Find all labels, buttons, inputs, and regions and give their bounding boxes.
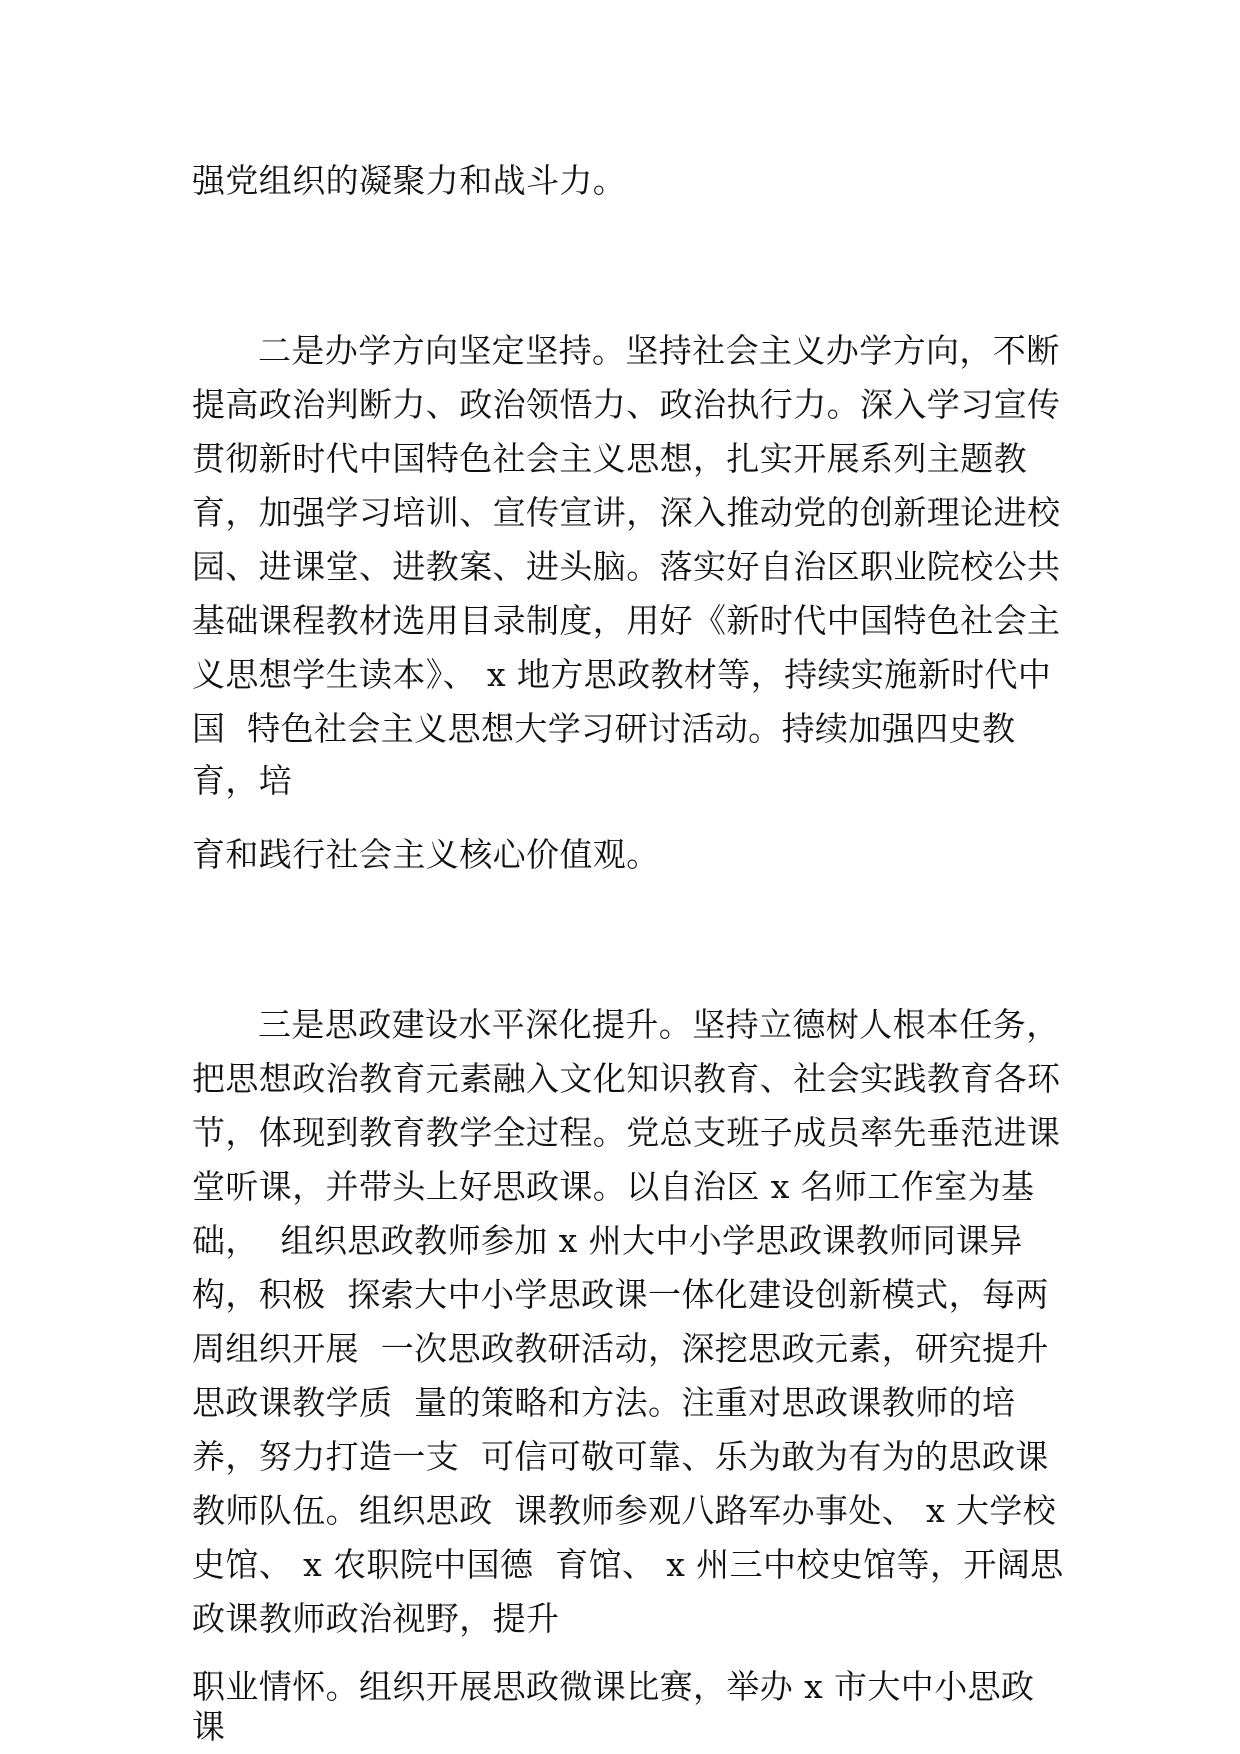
paragraph-3-line-8: 思政课教学质 量的策略和方法。注重对思政课教师的培 [192,1383,1016,1422]
paragraph-1-line-1: 强党组织的凝聚力和战斗力。 [192,161,627,200]
paragraph-3-line-11: 史馆、 x 农职院中国德 育馆、 x 州三中校史馆等，开阔思 [192,1545,1064,1584]
paragraph-2-line-2: 提高政治判断力、政治领悟力、政治执行力。深入学习宣传 [192,385,1061,424]
paragraph-3-line-4: 堂听课，并带头上好思政课。以自治区 x 名师工作室为基 [192,1167,1035,1206]
paragraph-3-line-6: 构，积极 探索大中小学思政课一体化建设创新模式，每两 [192,1275,1049,1314]
paragraph-3-line-9: 养，努力打造一支 可信可敬可靠、乐为敢为有为的思政课 [192,1437,1049,1476]
paragraph-3-line-5: 础， 组织思政教师参加 x 州大中小学思政课教师同课异 [192,1221,1023,1260]
paragraph-3-line-3: 节，体现到教育教学全过程。党总支班子成员率先垂范进课 [192,1113,1061,1152]
paragraph-3-line-7: 周组织开展 一次思政教研活动，深挖思政元素，研究提升 [192,1329,1049,1368]
paragraph-2-line-1: 二是办学方向坚定坚持。坚持社会主义办学方向，不断 [258,331,1060,370]
paragraph-2-line-3: 贯彻新时代中国特色社会主义思想，扎实开展系列主题教 [192,439,1027,478]
paragraph-2-line-10: 育和践行社会主义核心价值观。 [192,835,660,874]
paragraph-3-line-2: 把思想政治教育元素融入文化知识教育、社会实践教育各环 [192,1059,1061,1098]
paragraph-2-line-6: 基础课程教材选用目录制度，用好《新时代中国特色社会主 [192,601,1061,640]
paragraph-3-line-13: 职业情怀。组织开展思政微课比赛，举办 x 市大中小思政 [192,1667,1035,1706]
paragraph-2-line-5: 园、进课堂、进教案、进头脑。落实好自治区职业院校公共 [192,547,1061,586]
paragraph-2-line-8: 国 特色社会主义思想大学习研讨活动。持续加强四史教 [192,709,1016,748]
paragraph-2-line-9: 育，培 [192,761,293,800]
paragraph-3-line-14: 课 [192,1707,226,1746]
paragraph-3-line-1: 三是思政建设水平深化提升。坚持立德树人根本任务， [258,1005,1060,1044]
paragraph-2-line-7: 义思想学生读本》、 x 地方思政教材等，持续实施新时代中 [192,655,1052,694]
paragraph-2-line-4: 育，加强学习培训、宣传宣讲，深入推动党的创新理论进校 [192,493,1061,532]
paragraph-3-line-12: 政课教师政治视野，提升 [192,1599,560,1638]
paragraph-3-line-10: 教师队伍。组织思政 课教师参观八路军办事处、 x 大学校 [192,1491,1057,1530]
